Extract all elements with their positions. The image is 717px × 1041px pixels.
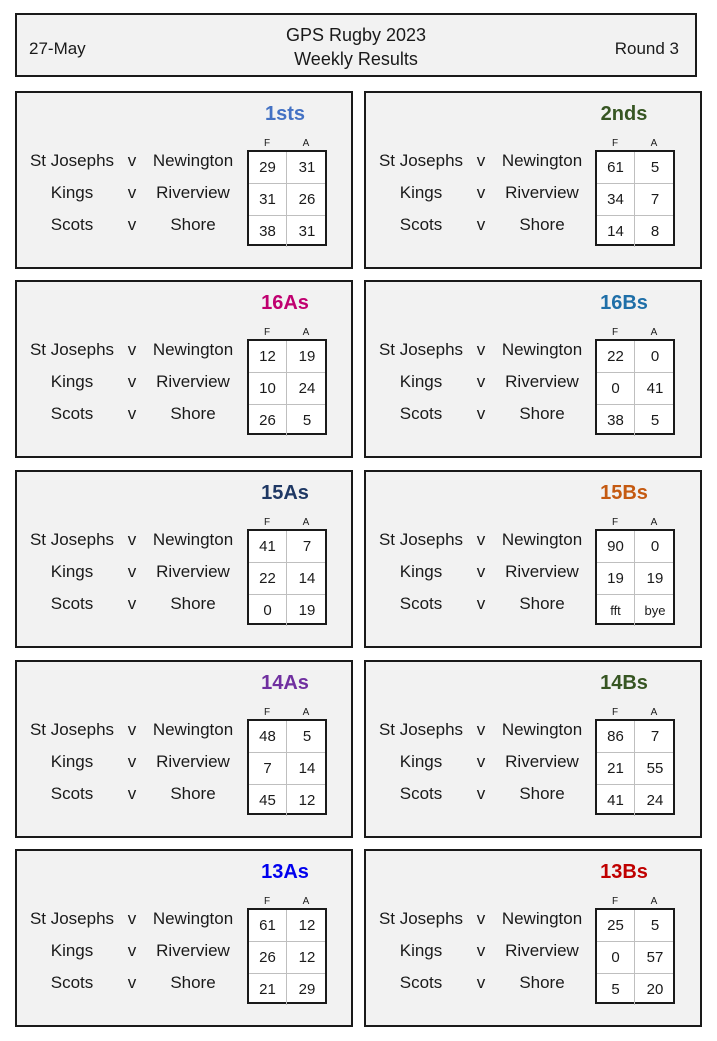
versus-label: v	[127, 215, 137, 234]
match-row	[17, 145, 247, 177]
score-row-divider	[597, 183, 673, 184]
against-column-header: A	[650, 327, 658, 338]
score-for: 61	[597, 152, 635, 183]
results-panel-2nds	[364, 91, 702, 269]
away-team: Shore	[519, 594, 565, 613]
home-team: St Josephs	[378, 909, 464, 928]
results-panel-15bs	[364, 470, 702, 648]
title-line-2: Weekly Results	[294, 49, 418, 69]
versus-label: v	[476, 340, 486, 359]
score-against: 41	[646, 380, 664, 397]
home-team: Scots	[50, 404, 94, 423]
score-row-divider	[597, 941, 673, 942]
home-team: Kings	[50, 941, 94, 960]
score-table	[247, 339, 327, 435]
score-row-divider	[597, 404, 673, 405]
home-team: St Josephs	[378, 530, 464, 549]
match-row	[17, 334, 247, 366]
team-name: 13As	[261, 861, 309, 883]
home-team: Kings	[50, 183, 94, 202]
score-for: 90	[597, 531, 635, 562]
versus-label: v	[127, 372, 137, 391]
score-row-divider	[249, 404, 325, 405]
score-against: 19	[646, 570, 664, 587]
versus-label: v	[476, 183, 486, 202]
versus-label: v	[127, 562, 137, 581]
match-row	[366, 967, 596, 999]
match-row	[366, 398, 596, 430]
match-row	[366, 746, 596, 778]
away-team: Newington	[501, 530, 583, 549]
versus-label: v	[476, 530, 486, 549]
results-panel-14bs	[364, 660, 702, 838]
score-for: 0	[597, 942, 635, 973]
away-team: Riverview	[156, 562, 230, 581]
versus-label: v	[127, 530, 137, 549]
home-team: St Josephs	[29, 340, 115, 359]
score-against: 5	[650, 412, 660, 429]
team-name: 13Bs	[600, 861, 648, 883]
results-panel-13bs	[364, 849, 702, 1027]
match-row	[17, 935, 247, 967]
title-line-1: GPS Rugby 2023	[285, 25, 427, 45]
match-row	[366, 524, 596, 556]
match-row	[366, 366, 596, 398]
away-team: Newington	[501, 720, 583, 739]
away-team: Shore	[170, 594, 216, 613]
home-team: Scots	[50, 594, 94, 613]
against-column-header: A	[650, 707, 658, 718]
versus-label: v	[127, 183, 137, 202]
score-for: 14	[597, 216, 635, 247]
home-team: Kings	[399, 752, 443, 771]
team-name: 14Bs	[600, 672, 648, 694]
score-for: 29	[249, 152, 287, 183]
score-against: 14	[298, 570, 316, 587]
home-team: Kings	[399, 183, 443, 202]
match-row	[366, 145, 596, 177]
versus-label: v	[476, 941, 486, 960]
results-panel-1sts	[15, 91, 353, 269]
for-column-header: F	[611, 327, 619, 338]
versus-label: v	[127, 720, 137, 739]
score-for: 34	[597, 184, 635, 215]
match-row	[17, 209, 247, 241]
score-for: 41	[597, 785, 635, 816]
versus-label: v	[127, 752, 137, 771]
for-column-header: F	[611, 138, 619, 149]
against-column-header: A	[650, 896, 658, 907]
away-team: Riverview	[505, 752, 579, 771]
score-against: 7	[650, 191, 660, 208]
team-name: 16Bs	[600, 292, 648, 314]
score-row-divider	[249, 215, 325, 216]
versus-label: v	[127, 594, 137, 613]
results-panel-16bs	[364, 280, 702, 458]
match-row	[17, 588, 247, 620]
score-table	[247, 150, 327, 246]
against-column-header: A	[650, 138, 658, 149]
away-team: Shore	[519, 973, 565, 992]
away-team: Newington	[501, 909, 583, 928]
versus-label: v	[476, 909, 486, 928]
match-row	[17, 967, 247, 999]
match-row	[17, 177, 247, 209]
team-name: 16As	[261, 292, 309, 314]
score-against: 7	[650, 728, 660, 745]
away-team: Newington	[152, 720, 234, 739]
score-row-divider	[249, 372, 325, 373]
score-table	[595, 339, 675, 435]
away-team: Newington	[152, 340, 234, 359]
home-team: St Josephs	[29, 720, 115, 739]
away-team: Riverview	[156, 183, 230, 202]
home-team: Scots	[50, 973, 94, 992]
score-row-divider	[597, 973, 673, 974]
away-team: Newington	[501, 151, 583, 170]
home-team: Scots	[399, 784, 443, 803]
match-row	[366, 209, 596, 241]
away-team: Riverview	[505, 372, 579, 391]
for-column-header: F	[611, 896, 619, 907]
versus-label: v	[476, 151, 486, 170]
score-table	[595, 908, 675, 1004]
score-row-divider	[597, 752, 673, 753]
match-row	[17, 366, 247, 398]
score-row-divider	[597, 562, 673, 563]
for-column-header: F	[263, 707, 271, 718]
score-for: 19	[597, 563, 635, 594]
score-for: 0	[597, 373, 635, 404]
match-row	[17, 903, 247, 935]
home-team: Kings	[399, 562, 443, 581]
score-for: 26	[249, 405, 287, 436]
score-table	[247, 529, 327, 625]
score-table	[247, 719, 327, 815]
score-for: 21	[597, 753, 635, 784]
home-team: Kings	[399, 941, 443, 960]
match-row	[17, 524, 247, 556]
score-against: 31	[298, 159, 316, 176]
score-against: 24	[646, 792, 664, 809]
home-team: Kings	[50, 752, 94, 771]
away-team: Riverview	[505, 183, 579, 202]
against-column-header: A	[650, 517, 658, 528]
match-row	[366, 935, 596, 967]
score-row-divider	[249, 784, 325, 785]
home-team: Scots	[399, 215, 443, 234]
versus-label: v	[476, 784, 486, 803]
score-against: 20	[646, 981, 664, 998]
home-team: Scots	[50, 784, 94, 803]
against-column-header: A	[302, 896, 310, 907]
for-column-header: F	[263, 138, 271, 149]
versus-label: v	[127, 973, 137, 992]
away-team: Shore	[519, 215, 565, 234]
score-table	[595, 529, 675, 625]
against-column-header: A	[302, 707, 310, 718]
home-team: Scots	[50, 215, 94, 234]
for-column-header: F	[263, 896, 271, 907]
versus-label: v	[476, 404, 486, 423]
home-team: Scots	[399, 973, 443, 992]
score-row-divider	[249, 973, 325, 974]
home-team: Scots	[399, 594, 443, 613]
away-team: Riverview	[156, 372, 230, 391]
versus-label: v	[127, 404, 137, 423]
score-table	[595, 150, 675, 246]
home-team: St Josephs	[29, 909, 115, 928]
away-team: Shore	[519, 404, 565, 423]
score-for: 45	[249, 785, 287, 816]
score-for: 26	[249, 942, 287, 973]
score-against: 19	[298, 602, 316, 619]
versus-label: v	[127, 151, 137, 170]
versus-label: v	[476, 973, 486, 992]
score-against: 5	[302, 728, 312, 745]
score-table	[595, 719, 675, 815]
score-against: 12	[298, 949, 316, 966]
score-for: 5	[597, 974, 635, 1005]
versus-label: v	[127, 941, 137, 960]
score-against: 14	[298, 760, 316, 777]
score-against: 5	[302, 412, 312, 429]
away-team: Shore	[170, 404, 216, 423]
score-against: 19	[298, 348, 316, 365]
score-for: 86	[597, 721, 635, 752]
score-against: 7	[302, 538, 312, 555]
away-team: Riverview	[505, 941, 579, 960]
match-row	[366, 778, 596, 810]
score-row-divider	[597, 215, 673, 216]
match-row	[366, 556, 596, 588]
score-for: 10	[249, 373, 287, 404]
team-name: 2nds	[600, 103, 648, 125]
home-team: St Josephs	[29, 530, 115, 549]
score-for: 38	[597, 405, 635, 436]
versus-label: v	[476, 720, 486, 739]
away-team: Shore	[170, 784, 216, 803]
away-team: Newington	[152, 151, 234, 170]
score-for: 31	[249, 184, 287, 215]
results-panel-13as	[15, 849, 353, 1027]
match-row	[17, 398, 247, 430]
score-table	[247, 908, 327, 1004]
score-for: 41	[249, 531, 287, 562]
score-for: fft	[597, 595, 635, 626]
score-against: 12	[298, 917, 316, 934]
home-team: Kings	[50, 372, 94, 391]
home-team: St Josephs	[378, 720, 464, 739]
score-against: 0	[650, 348, 660, 365]
away-team: Riverview	[156, 752, 230, 771]
match-row	[366, 177, 596, 209]
score-against: bye	[644, 603, 666, 618]
match-row	[366, 334, 596, 366]
score-against: 0	[650, 538, 660, 555]
away-team: Shore	[519, 784, 565, 803]
score-against: 5	[650, 917, 660, 934]
score-row-divider	[249, 562, 325, 563]
match-row	[17, 556, 247, 588]
match-row	[366, 903, 596, 935]
score-against: 55	[646, 760, 664, 777]
home-team: Kings	[399, 372, 443, 391]
results-panel-15as	[15, 470, 353, 648]
round-label: Round 3	[614, 39, 679, 58]
score-for: 38	[249, 216, 287, 247]
score-for: 21	[249, 974, 287, 1005]
home-team: St Josephs	[378, 340, 464, 359]
versus-label: v	[127, 340, 137, 359]
score-for: 0	[249, 595, 287, 626]
team-name: 15As	[261, 482, 309, 504]
score-against: 5	[650, 159, 660, 176]
score-against: 8	[650, 223, 660, 240]
score-against: 26	[298, 191, 316, 208]
score-for: 48	[249, 721, 287, 752]
score-for: 22	[249, 563, 287, 594]
score-against: 29	[298, 981, 316, 998]
against-column-header: A	[302, 138, 310, 149]
versus-label: v	[127, 909, 137, 928]
home-team: Scots	[399, 404, 443, 423]
away-team: Shore	[170, 215, 216, 234]
match-row	[17, 746, 247, 778]
score-row-divider	[597, 784, 673, 785]
score-row-divider	[249, 594, 325, 595]
score-row-divider	[249, 752, 325, 753]
score-row-divider	[249, 183, 325, 184]
results-panel-14as	[15, 660, 353, 838]
score-row-divider	[249, 941, 325, 942]
score-for: 61	[249, 910, 287, 941]
score-against: 31	[298, 223, 316, 240]
for-column-header: F	[263, 517, 271, 528]
score-for: 22	[597, 341, 635, 372]
score-for: 7	[249, 753, 287, 784]
against-column-header: A	[302, 327, 310, 338]
home-team: Kings	[50, 562, 94, 581]
match-row	[366, 588, 596, 620]
against-column-header: A	[302, 517, 310, 528]
results-header	[15, 13, 697, 77]
versus-label: v	[476, 594, 486, 613]
match-date: 27-May	[29, 39, 86, 58]
results-panel-16as	[15, 280, 353, 458]
versus-label: v	[127, 784, 137, 803]
away-team: Newington	[501, 340, 583, 359]
team-name: 14As	[261, 672, 309, 694]
away-team: Riverview	[156, 941, 230, 960]
score-row-divider	[597, 594, 673, 595]
team-name: 15Bs	[600, 482, 648, 504]
away-team: Newington	[152, 530, 234, 549]
for-column-header: F	[611, 707, 619, 718]
match-row	[17, 714, 247, 746]
versus-label: v	[476, 752, 486, 771]
score-against: 24	[298, 380, 316, 397]
versus-label: v	[476, 562, 486, 581]
for-column-header: F	[263, 327, 271, 338]
home-team: St Josephs	[378, 151, 464, 170]
versus-label: v	[476, 372, 486, 391]
for-column-header: F	[611, 517, 619, 528]
team-name: 1sts	[264, 103, 306, 125]
away-team: Riverview	[505, 562, 579, 581]
versus-label: v	[476, 215, 486, 234]
page-title	[17, 23, 695, 71]
away-team: Shore	[170, 973, 216, 992]
match-row	[17, 778, 247, 810]
home-team: St Josephs	[29, 151, 115, 170]
score-row-divider	[597, 372, 673, 373]
away-team: Newington	[152, 909, 234, 928]
score-for: 25	[597, 910, 635, 941]
match-row	[366, 714, 596, 746]
score-against: 57	[646, 949, 664, 966]
score-for: 12	[249, 341, 287, 372]
score-against: 12	[298, 792, 316, 809]
